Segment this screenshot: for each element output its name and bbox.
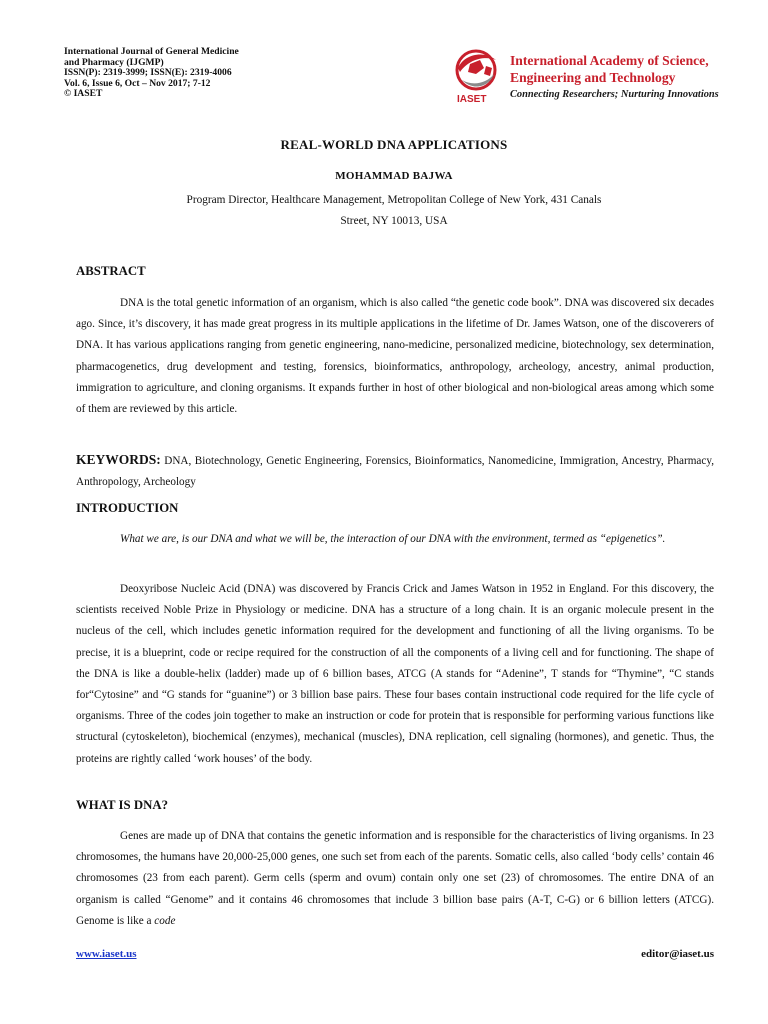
logo-tagline: Connecting Researchers; Nurturing Innovations — [510, 89, 719, 100]
author-affiliation — [0, 190, 768, 232]
journal-line: and Pharmacy (IJGMP) — [64, 56, 164, 68]
journal-line: Vol. 6, Issue 6, Oct – Nov 2017; 7-12 — [64, 77, 211, 89]
introduction-quote — [76, 529, 714, 550]
article-author: MOHAMMAD BAJWA — [335, 170, 453, 182]
editor-email: editor@iaset.us — [641, 948, 714, 960]
what-is-dna-text: Genes are made up of DNA that contains the genetic information and is responsible for the characteristics of living organisms. In 23 chromosomes, the humans have 20,000-25,000 genes, one such set from each of the parents. Somatic cells, also called ‘body cells’ contain 46 chromosomes (23 from each parent). Germ cells (sperm and ovum) contain only one set (23) of chromosomes. The entire DNA of an organism is called “Genome” and it contains 46 chromosomes that include 3 billion base pairs (A-T, C-G) or 6 billion letters (ATCG). Genome is like a — [76, 830, 714, 927]
introduction-heading: INTRODUCTION — [76, 501, 179, 515]
what-is-dna-heading: WHAT IS DNA? — [76, 798, 168, 812]
abstract-heading: ABSTRACT — [76, 264, 146, 278]
iaset-logo — [450, 46, 750, 106]
affiliation-line: Street, NY 10013, USA — [340, 215, 448, 227]
logo-name — [510, 52, 709, 86]
introduction-body — [76, 579, 714, 770]
journal-line: © IASET — [64, 88, 103, 100]
quote-text: What we are, is our DNA and what we will be, the interaction of our DNA with the environment, termed as “epigenetics”. — [120, 533, 666, 545]
abstract-body — [76, 293, 714, 420]
article-title: REAL-WORLD DNA APPLICATIONS — [280, 137, 508, 152]
journal-line: ISSN(P): 2319-3999; ISSN(E): 2319-4006 — [64, 67, 232, 79]
logo-name-line: Engineering and Technology — [510, 70, 676, 85]
logo-abbreviation: IASET — [457, 94, 487, 105]
keywords — [76, 449, 714, 493]
logo-name-line: International Academy of Science, — [510, 53, 709, 68]
website-link[interactable]: www.iaset.us — [76, 948, 137, 960]
journal-info — [64, 47, 364, 100]
what-is-dna-body — [76, 826, 714, 932]
introduction-text: Deoxyribose Nucleic Acid (DNA) was discovered by Francis Crick and James Watson in 1952 in England. For this discovery, the scientists received Noble Prize in Physiology or medicine. DNA has a structure of a long chain. It is an organic molecule present in the nucleus of the cell, which includes genetic information required for the development and functioning of all the living organisms. To be precise, it is a blueprint, code or recipe required for the construction of all the components of a living cell and for functioning. The shape of the DNA is like a double-helix (ladder) made up of 6 billion bases, ATCG (A stands for “Adenine”, T stands for “Thymine”, “C stands for“Cytosine” and “G stands for “guanine”) or 3 billion base pairs. These four bases contain instructional code required for the life cycle of organisms. Three of the codes join together to make an instruction or code for protein that is responsible for performing various functions like structural (cytoskeleton), biochemical (enzymes), mechanical (muscles), DNA replication, cell signaling (hormones), and genetic. Thus, the proteins are rightly called ‘work houses’ of the body. — [76, 583, 714, 765]
keywords-label: KEYWORDS: — [76, 452, 161, 467]
what-is-dna-trailing: code — [154, 914, 176, 927]
journal-line: International Journal of General Medicine — [64, 46, 239, 57]
keywords-text: DNA, Biotechnology, Genetic Engineering, Forensics, Bioinformatics, Nanomedicine, Immigration, Ancestry, Pharmacy, Anthropology, Archeology — [76, 455, 714, 489]
abstract-text: DNA is the total genetic information of an organism, which is also called “the genetic code book”. DNA was discovered six decades ago. Since, it’s discovery, it has made great progress in its multiple applications in the lifetime of Dr. James Watson, one of the discoverers of DNA. It has various applications ranging from genetic engineering, nano-medicine, personalized medicine, biotechnology, sex determination, pharmacogenetics, drug development and testing, forensics, bioinformatics, anthropology, archeology, ancestry, animal production, immigration to agriculture, and cloning organisms. It expands further in host of other biological and non-biological areas among which some of them are reviewed by this article. — [76, 297, 714, 416]
affiliation-line: Program Director, Healthcare Management, Metropolitan College of New York, 431 Canals — [186, 194, 602, 206]
